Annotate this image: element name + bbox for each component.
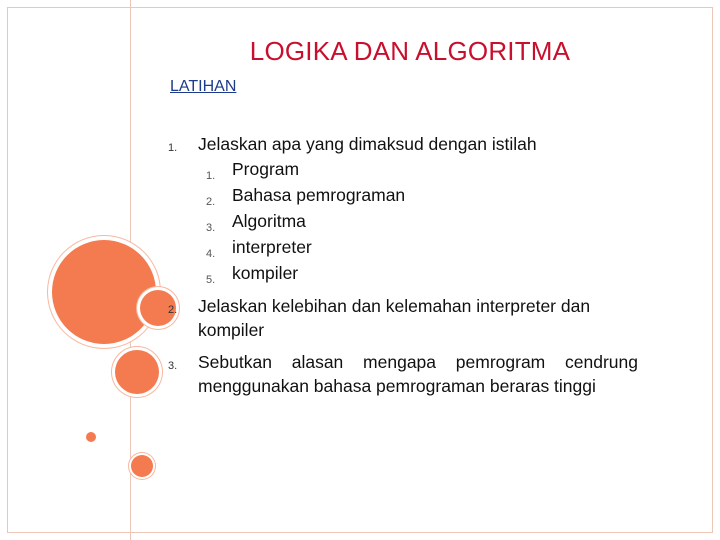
sub-item-number: 1.: [206, 170, 216, 182]
item-text: Jelaskan apa yang dimaksud dengan istilah: [198, 134, 537, 154]
sub-item-number: 2.: [206, 196, 216, 208]
sub-item-text: Algoritma: [232, 211, 306, 231]
list-item: [168, 350, 638, 398]
sub-item-text: kompiler: [232, 263, 299, 283]
item-text: Sebutkan alasan mengapa pemrogram cendrung menggunakan bahasa pemrograman beraras tinggi: [198, 352, 638, 396]
sub-list-item: [168, 156, 638, 182]
item-number: 1.: [168, 142, 178, 154]
sub-item-number: 5.: [206, 274, 216, 286]
slide-title: LOGIKA DAN ALGORITMA: [249, 36, 571, 66]
decorative-circle-tiny: [86, 432, 96, 442]
sub-list-item: [168, 234, 638, 260]
slide-subtitle: LATIHAN: [170, 78, 237, 95]
sub-list-item: [168, 182, 638, 208]
sub-item-number: 3.: [206, 222, 216, 234]
sub-list-item: [168, 208, 638, 234]
item-number: 3.: [168, 360, 178, 372]
exercise-list: [168, 132, 638, 398]
sub-item-text: interpreter: [232, 237, 312, 257]
sub-item-text: Program: [232, 159, 300, 179]
item-number: 2.: [168, 304, 178, 316]
decorative-circle-small: [131, 455, 153, 477]
list-item: [168, 294, 638, 342]
list-item: [168, 132, 638, 156]
sub-list-item: [168, 260, 638, 286]
sub-item-text: Bahasa pemrograman: [232, 185, 406, 205]
item-text: Jelaskan kelebihan dan kelemahan interpreter dan kompiler: [198, 296, 591, 340]
sub-item-number: 4.: [206, 248, 216, 260]
decorative-circle-large: [52, 240, 156, 344]
decorative-circle-medium-lower: [115, 350, 159, 394]
